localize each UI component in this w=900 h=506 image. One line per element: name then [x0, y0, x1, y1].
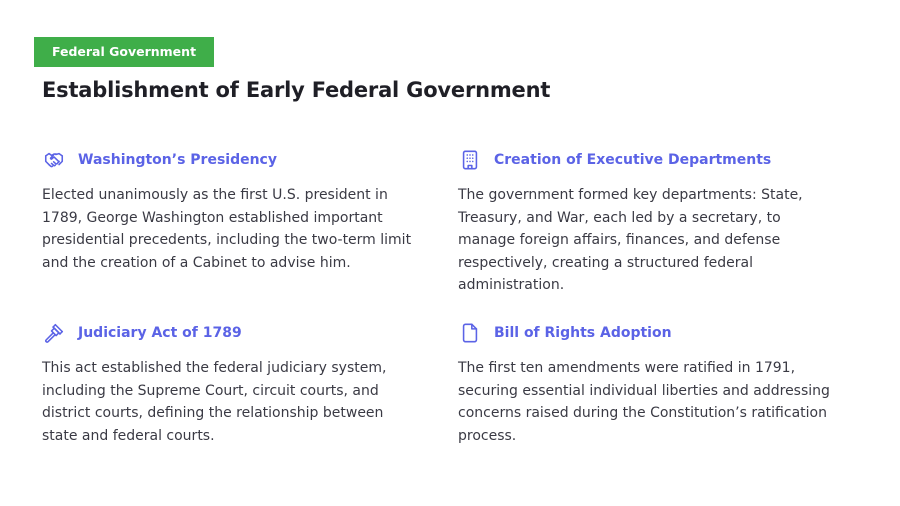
- category-tag: Federal Government: [34, 37, 214, 67]
- card-judiciary-act: [42, 321, 422, 447]
- card-title: Judiciary Act of 1789: [78, 325, 242, 341]
- card-description: Elected unanimously as the first U.S. president in 1789, George Washington established important presidential precedents, including the two-term limit and the creation of a Cabinet to advise him.: [42, 187, 412, 271]
- card-description: This act established the federal judiciary system, including the Supreme Court, circuit courts, and district courts, defining the relationship between state and federal courts.: [42, 360, 387, 444]
- card-title: Creation of Executive Departments: [494, 152, 772, 168]
- card-header: [458, 321, 830, 345]
- card-title: Bill of Rights Adoption: [494, 325, 672, 341]
- card-description: The first ten amendments were ratified in 1791, securing essential individual liberties and addressing concerns raised during the Constitution’s ratification process.: [458, 360, 830, 444]
- card-washingtons-presidency: [42, 148, 422, 274]
- card-header: [42, 148, 422, 172]
- handshake-icon: [42, 148, 66, 172]
- page-title: Establishment of Early Federal Government: [42, 78, 551, 102]
- building-icon: [458, 148, 482, 172]
- card-executive-departments: [458, 148, 830, 297]
- gavel-icon: [42, 321, 66, 345]
- card-description: The government formed key departments: State, Treasury, and War, each led by a secretary, to manage foreign affairs, finances, and defense respectively, creating a structured federal administration.: [458, 187, 803, 293]
- card-title: Washington’s Presidency: [78, 152, 277, 168]
- document-icon: [458, 321, 482, 345]
- card-header: [458, 148, 830, 172]
- card-bill-of-rights: [458, 321, 830, 447]
- card-header: [42, 321, 422, 345]
